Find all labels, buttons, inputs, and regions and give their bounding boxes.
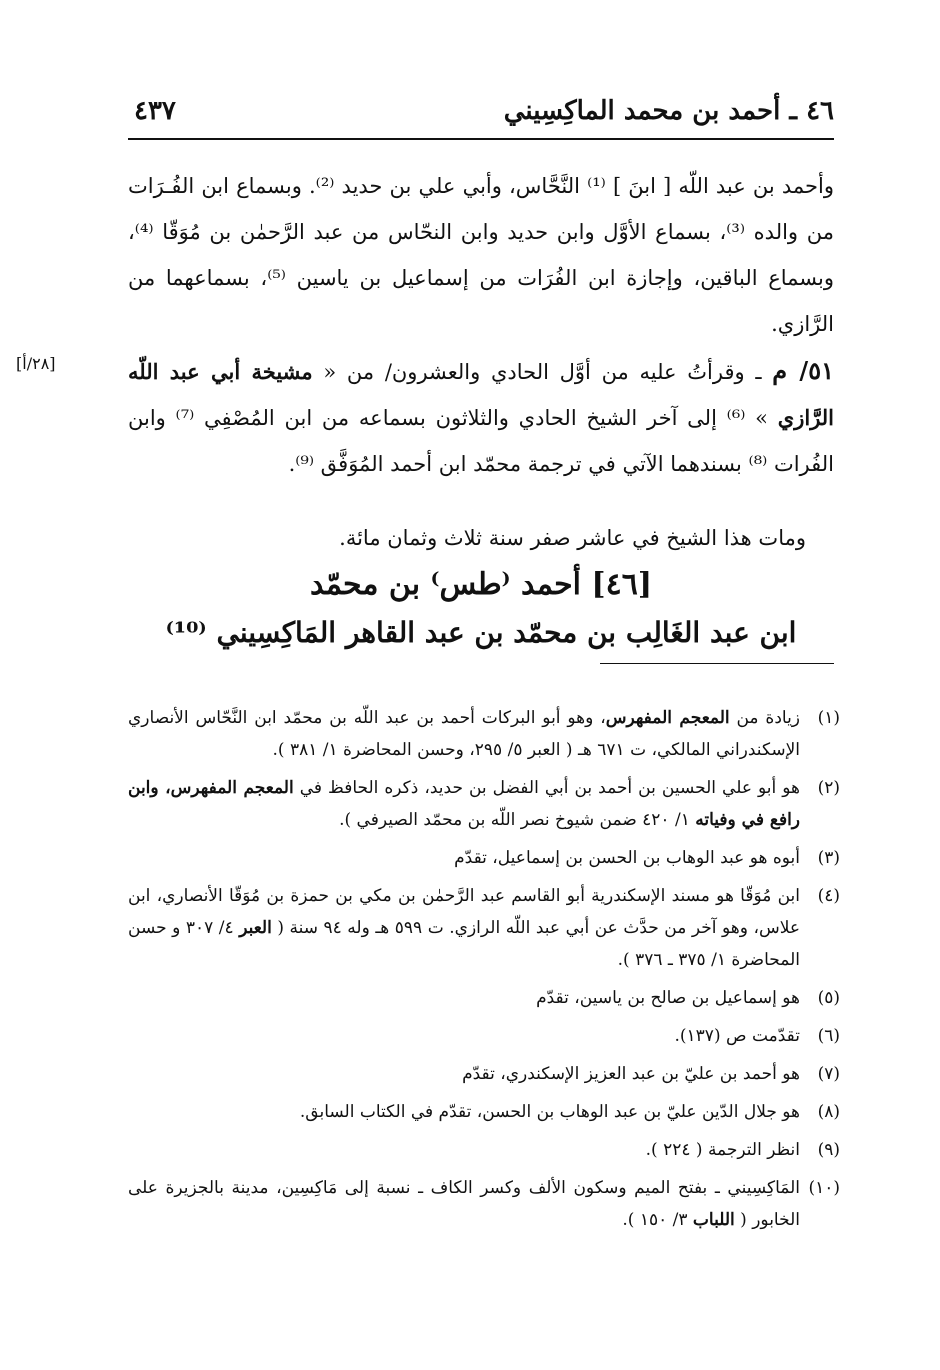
running-title: ٤٦ ـ أحمد بن محمد الماكِسِيني [503,96,834,126]
footnote-text [128,702,800,766]
footnote-text-part: ٣/ ١٥٠ ). [622,1210,693,1230]
footnote-text [128,1058,800,1090]
footnote-bold-title: اللباب [692,1210,735,1230]
footnote-text-part: تقدّمت ص (١٣٧). [674,1026,800,1046]
paragraph-2-intro: ـ وقرأتُ عليه من أوَّل الحادي والعشرون/ من « [323,360,762,384]
footnote-item [128,842,840,874]
footnote-number: (١٠) [808,1178,840,1198]
footnote-text-part: أبوه هو عبد الوهاب بن الحسن بن إسماعيل، تقدّم [454,848,800,868]
footnote-number: (٧) [817,1064,840,1084]
footnote-text-part: ١/ ٤٢٠ ضمن شيوخ نصر اللّه بن محمّد الصيرفي ). [339,810,696,830]
page-number: ٤٣٧ [134,96,176,126]
footnote-number: (١) [817,708,840,728]
footnote-text-part: ٤/ ٣٠٧ و حسن المحاضرة ١/ ٣٧٥ ـ ٣٧٦ ). [128,918,800,970]
footnote-bold-title: المعجم المفهرس، وابن رافع في وفياته [128,778,800,830]
footnote-number: (٢) [817,778,840,798]
entry-heading-line-1: [٤٦] أحمد ⁽طس⁾ بن محمّد [309,567,653,602]
footnote-text-part: انظر الترجمة ( ٢٢٤ ). [645,1140,800,1160]
footnote-bold-title: المعجم المفهرس [605,708,730,728]
footnote-item [128,1020,840,1052]
footnote-text-part: ، وهو أبو البركات أحمد بن عبد اللّه بن محمّد ابن النَّحّاس الأنصاري الإسكندراني المالكي، ت ٦٧١ هـ ( العبر ٥/ ٢٩٥، وحسن المحاضرة ١/ ٣٨١ ). [128,708,800,760]
footnote-text-part: هو إسماعيل بن صالح بن ياسين، تقدّم [536,988,800,1008]
footnote-text [128,880,800,976]
footnotes-list [128,702,840,1242]
body-paragraph-2 [128,348,834,487]
footnote-text [128,772,800,836]
footnote-item [128,1134,840,1166]
footnote-item [128,1058,840,1090]
footnote-text [128,1096,800,1128]
footnote-text [128,982,800,1014]
footnote-number: (٥) [817,988,840,1008]
footnote-number: (٤) [817,886,840,906]
footnote-text-part: المَاكِسِيني ـ بفتح الميم وسكون الألف وكسر الكاف ـ نسبة إلى مَاكِسِين، مدينة بالجزيرة على الخابور ( [128,1178,800,1230]
footnote-item [128,880,840,976]
footnote-bold-title: العبر [239,918,272,938]
entry-number: ٥١/ م [772,356,834,385]
death-date-line: ومات هذا الشيخ في عاشر صفر سنة ثلاث وثمان مائة. [339,526,806,550]
footnote-number: (٨) [817,1102,840,1122]
body-paragraph-1: وأحمد بن عبد اللّه [ ابنَ ] ⁽¹⁾ النَّحَّاس، وأبي علي بن حديد ⁽²⁾. وبسماع ابن الفُـرَات من والده ⁽³⁾، بسماع الأوَّل وابن حديد وابن النحّاس من عبد الرَّحمٰن بن مُوَقّا ⁽⁴⁾، وبسماع الباقين، وإجازة ابن الفُرَات من إسماعيل بن ياسين ⁽⁵⁾، بسماعهما من الرَّازي. [128,174,835,336]
footnote-item [128,1172,840,1236]
entry-heading-line-2: ابن عبد الغَالِب بن محمّد بن عبد القاهر المَاكِسِيني ⁽¹⁰⁾ [165,616,797,649]
footnote-text [128,842,800,874]
footnote-text-part: هو أحمد بن عليّ بن عبد العزيز الإسكندري، تقدّم [462,1064,800,1084]
footnote-text-part: هو جلال الدّين عليّ بن عبد الوهاب بن الحسن، تقدّم في الكتاب السابق. [299,1102,800,1122]
footnote-number: (٩) [817,1140,840,1160]
footnote-item [128,982,840,1014]
footnote-item [128,1096,840,1128]
footnote-text [128,1020,800,1052]
page-header [128,92,834,140]
footnote-text [128,1134,800,1166]
paragraph-2-rest: » ⁽⁶⁾ إلى آخر الشيخ الحادي والثلاثون بسماعه من ابن المُصْفِي ⁽⁷⁾ وابن الفُرات ⁽⁸⁾ بسندهما الآتي في ترجمة محمّد ابن أحمد المُوَفَّق ⁽⁹⁾. [128,406,834,476]
footnote-separator [600,663,834,664]
cited-work-title: مشيخة أبي عبد اللّه الرَّازي [128,359,835,430]
footnote-item [128,702,840,766]
footnote-item [128,772,840,836]
footnote-text-part: هو أبو علي الحسين بن أحمد بن أبي الفضل بن حديد، ذكره الحافظ في [293,778,800,798]
footnote-text [128,1172,800,1236]
manuscript-folio-note: [٢٨/أ] [16,354,56,373]
footnote-text-part: ابن مُوَقّا هو مسند الإسكندرية أبو القاسم عبد الرَّحمٰن بن مكي بن حمزة بن مُوَقّا الأنصاري، ابن علاس، وهو آخر من حدَّث عن أبي عبد اللّه الرازي. ت ٥٩٩ هـ وله ٩٤ سنة ( [128,886,800,938]
footnote-text-part: زيادة من [729,708,801,728]
footnote-number: (٣) [817,848,840,868]
footnote-number: (٦) [817,1026,840,1046]
